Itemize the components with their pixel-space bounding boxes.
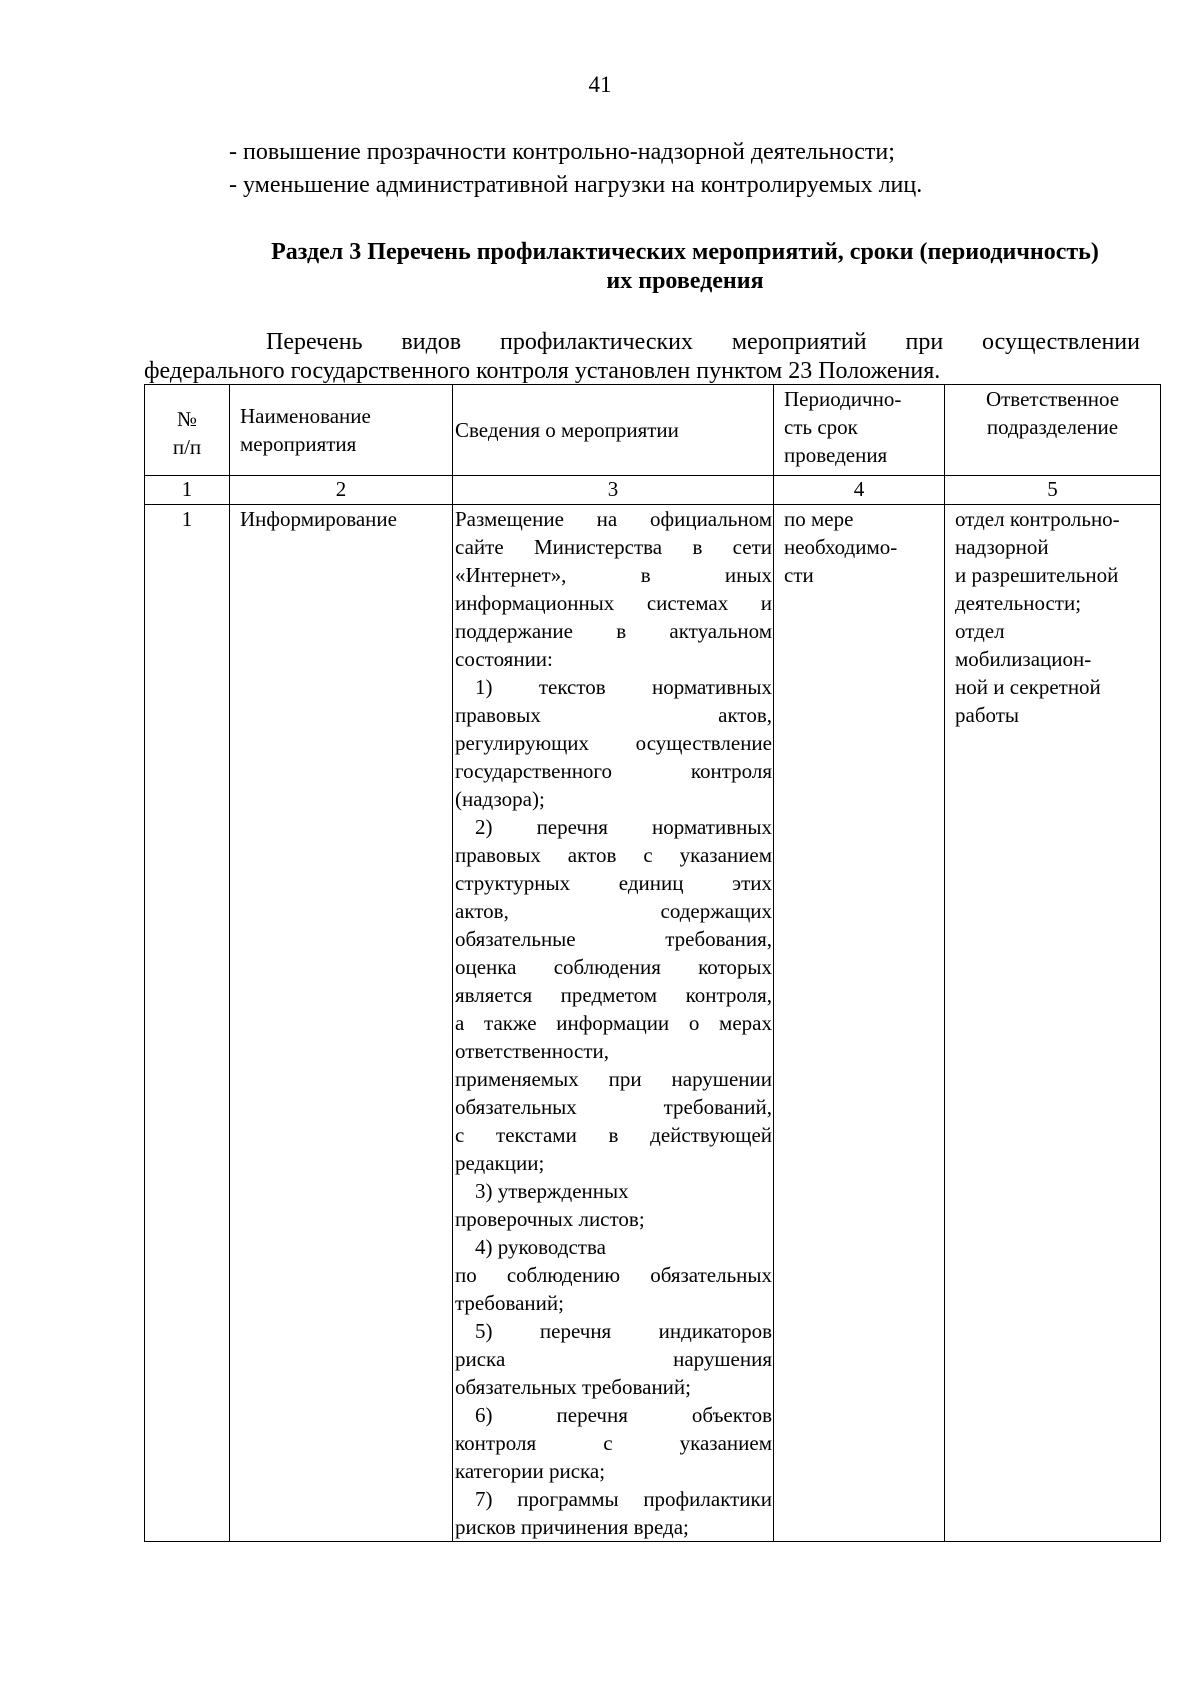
period-line: необходимо- — [784, 535, 898, 559]
cell-num: 1 — [145, 505, 230, 1542]
responsible-line: отдел — [955, 619, 1005, 643]
period-line: по мере — [784, 507, 854, 531]
cell-name: Информирование — [230, 505, 453, 1542]
page-number: 41 — [588, 72, 612, 97]
info-line: применяемых при нарушении — [455, 1067, 772, 1091]
cell-responsible — [945, 505, 1161, 1542]
header-info: Сведения о мероприятии — [453, 385, 774, 476]
info-line: ответственности, — [455, 1039, 610, 1063]
column-number: 2 — [230, 476, 453, 505]
bullet-item: - повышение прозрачности контрольно-надзорной деятельности; — [229, 139, 895, 165]
info-line: оценка соблюдения которых — [455, 955, 772, 979]
info-line: риска нарушения — [455, 1347, 772, 1371]
cell-period — [774, 505, 945, 1542]
info-line: с текстами в действующей — [455, 1123, 772, 1147]
column-number: 4 — [774, 476, 945, 505]
section-title-line: их проведения — [606, 268, 764, 294]
info-line: правовых актов с указанием — [455, 843, 772, 867]
info-line: категории риска; — [455, 1459, 606, 1483]
period-line: сти — [784, 563, 814, 587]
responsible-line: ной и секретной — [955, 675, 1101, 699]
responsible-line: мобилизацион- — [955, 647, 1092, 671]
info-line: 3) утвержденных — [475, 1179, 629, 1203]
info-line: 1) текстов нормативных — [475, 675, 772, 699]
column-number-row — [145, 476, 1161, 505]
responsible-line: работы — [955, 703, 1020, 727]
responsible-line: и разрешительной — [955, 563, 1119, 587]
info-line: а также информации о мерах — [455, 1011, 772, 1035]
table-header-row — [145, 385, 1161, 476]
info-line: государственного контроля — [455, 759, 772, 783]
info-line: состоянии: — [455, 647, 553, 671]
intro-line: Перечень видов профилактических мероприятий при осуществлении — [266, 329, 1140, 355]
column-number: 1 — [145, 476, 230, 505]
info-line: правовых актов, — [455, 703, 772, 727]
info-line: актов, содержащих — [455, 899, 772, 923]
info-line: структурных единиц этих — [455, 871, 772, 895]
info-line: по соблюдению обязательных — [455, 1263, 772, 1287]
intro-line: федерального государственного контроля установлен пунктом 23 Положения. — [144, 358, 941, 384]
info-line: редакции; — [455, 1151, 545, 1175]
info-line: (надзора); — [455, 787, 545, 811]
info-line: информационных системах и — [455, 591, 772, 615]
info-line: обязательных требований, — [455, 1095, 772, 1119]
info-line: 2) перечня нормативных — [475, 815, 772, 839]
bullet-list — [229, 136, 922, 202]
info-line: обязательных требований; — [455, 1375, 691, 1399]
section-title-line: Раздел 3 Перечень профилактических мероприятий, сроки (периодичность) — [271, 239, 1099, 265]
header-period: Периодично- сть срок проведения — [774, 385, 945, 476]
info-line: 5) перечня индикаторов — [475, 1319, 772, 1343]
info-line: регулирующих осуществление — [455, 731, 772, 755]
info-line: Размещение на официальном — [455, 507, 772, 531]
info-line: является предметом контроля, — [455, 983, 772, 1007]
info-line: рисков причинения вреда; — [455, 1515, 689, 1539]
cell-info — [453, 505, 774, 1542]
header-num: № п/п — [145, 385, 230, 476]
table-row — [145, 505, 1161, 1542]
column-number: 3 — [453, 476, 774, 505]
bullet-item: - уменьшение административной нагрузки на контролируемых лиц. — [229, 172, 923, 198]
responsible-line: деятельности; — [955, 591, 1082, 615]
info-line: контроля с указанием — [455, 1431, 772, 1455]
info-line: 6) перечня объектов — [475, 1403, 772, 1427]
responsible-line: надзорной — [955, 535, 1049, 559]
responsible-line: отдел контрольно- — [955, 507, 1120, 531]
header-responsible: Ответственное подразделение — [945, 385, 1161, 476]
column-number: 5 — [945, 476, 1161, 505]
intro-paragraph — [144, 328, 1140, 386]
measures-table — [144, 384, 1161, 1542]
info-line: поддержание в актуальном — [455, 619, 772, 643]
section-title — [230, 238, 1140, 296]
info-line: требований; — [455, 1291, 564, 1315]
info-line: 4) руководства — [475, 1235, 606, 1259]
header-name: Наименование мероприятия — [230, 385, 453, 476]
info-line: проверочных листов; — [455, 1207, 645, 1231]
info-line: обязательные требования, — [455, 927, 772, 951]
info-line: 7) программы профилактики — [475, 1487, 772, 1511]
info-line: сайте Министерства в сети — [455, 535, 772, 559]
info-line: «Интернет», в иных — [455, 563, 772, 587]
